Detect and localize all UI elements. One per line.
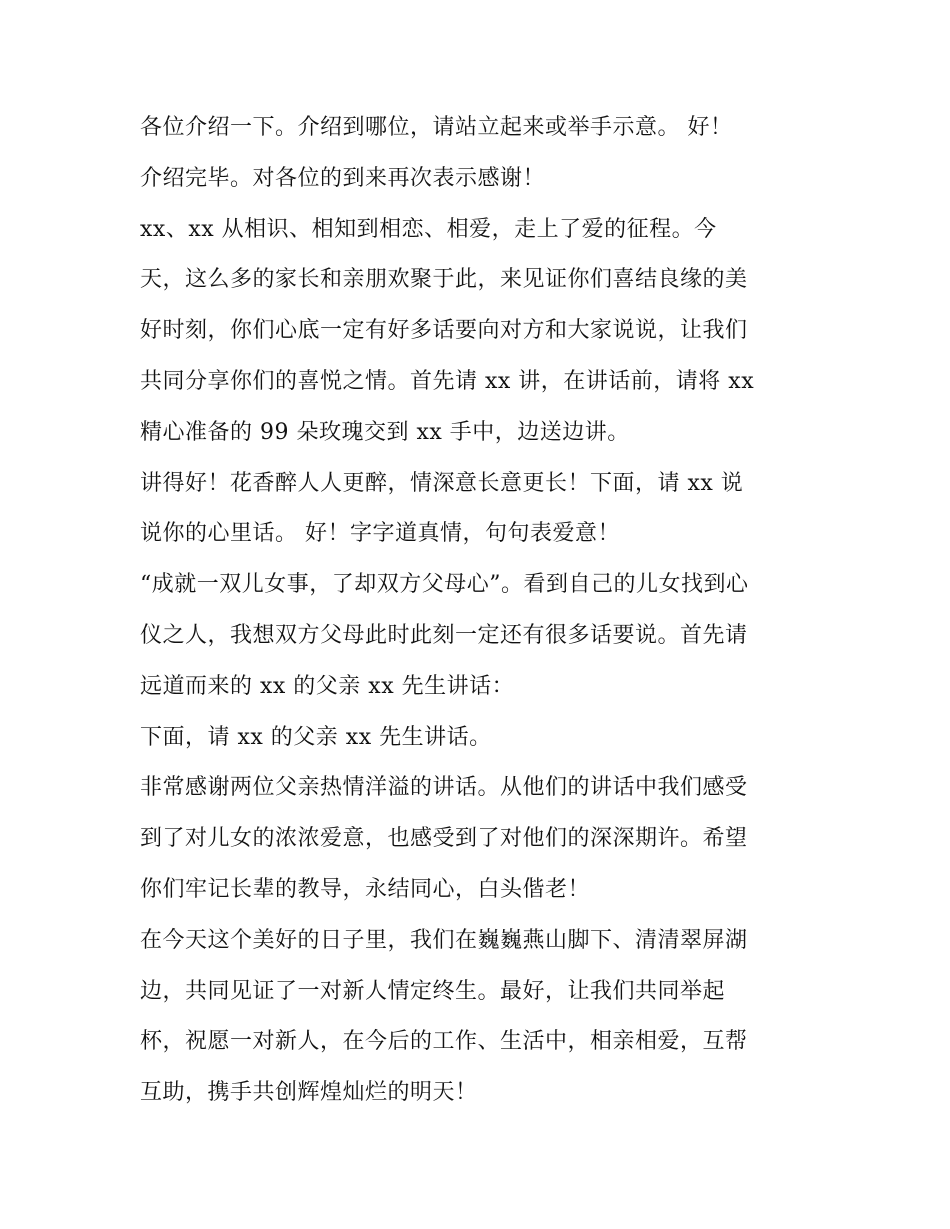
text-line: 在今天这个美好的日子里，我们在巍巍燕山脚下、清清翠屏湖	[140, 927, 748, 953]
text-line: 到了对儿女的浓浓爱意，也感受到了对他们的深深期许。希望	[140, 826, 748, 852]
text-line: 介绍完毕。对各位的到来再次表示感谢！	[140, 165, 546, 191]
text-line: 讲得好！花香醉人人更醉，情深意长意更长！下面，请 xx 说	[140, 470, 744, 496]
document-body	[140, 103, 820, 1119]
text-line: 各位介绍一下。介绍到哪位，请站立起来或举手示意。 好！	[140, 115, 733, 140]
text-line: 仪之人，我想双方父母此时此刻一定还有很多话要说。首先请	[140, 622, 748, 648]
text-line: 共同分享你们的喜悦之情。首先请 xx 讲，在讲话前，请将 xx	[140, 368, 755, 394]
text-line: 你们牢记长辈的教导，永结同心，白头偕老！	[140, 876, 591, 902]
text-line: 非常感谢两位父亲热情洋溢的讲话。从他们的讲话中我们感受	[140, 775, 748, 801]
text-line: 好时刻，你们心底一定有好多话要向对方和大家说说，让我们	[140, 318, 748, 344]
text-line: 精心准备的 99 朵玫瑰交到 xx 手中，边送边讲。	[140, 419, 630, 445]
text-line: 说你的心里话。 好！字字道真情，句句表爱意！	[140, 521, 620, 547]
text-line: 边，共同见证了一对新人情定终生。最好，让我们共同举起	[140, 978, 726, 1004]
text-line: 杯，祝愿一对新人，在今后的工作、生活中，相亲相爱，互帮	[140, 1029, 748, 1055]
text-line: 互助，携手共创辉煌灿烂的明天！	[140, 1080, 478, 1106]
text-line: xx、xx 从相识、相知到相恋、相爱，走上了爱的征程。今	[140, 216, 717, 242]
text-line: 下面，请 xx 的父亲 xx 先生讲话。	[140, 724, 492, 750]
text-line: 远道而来的 xx 的父亲 xx 先生讲话：	[140, 673, 515, 699]
text-line: “成就一双儿女事，了却双方父母心”。看到自己的儿女找到心	[140, 572, 749, 598]
text-line: 天，这么多的家长和亲朋欢聚于此，来见证你们喜结良缘的美	[140, 267, 748, 293]
